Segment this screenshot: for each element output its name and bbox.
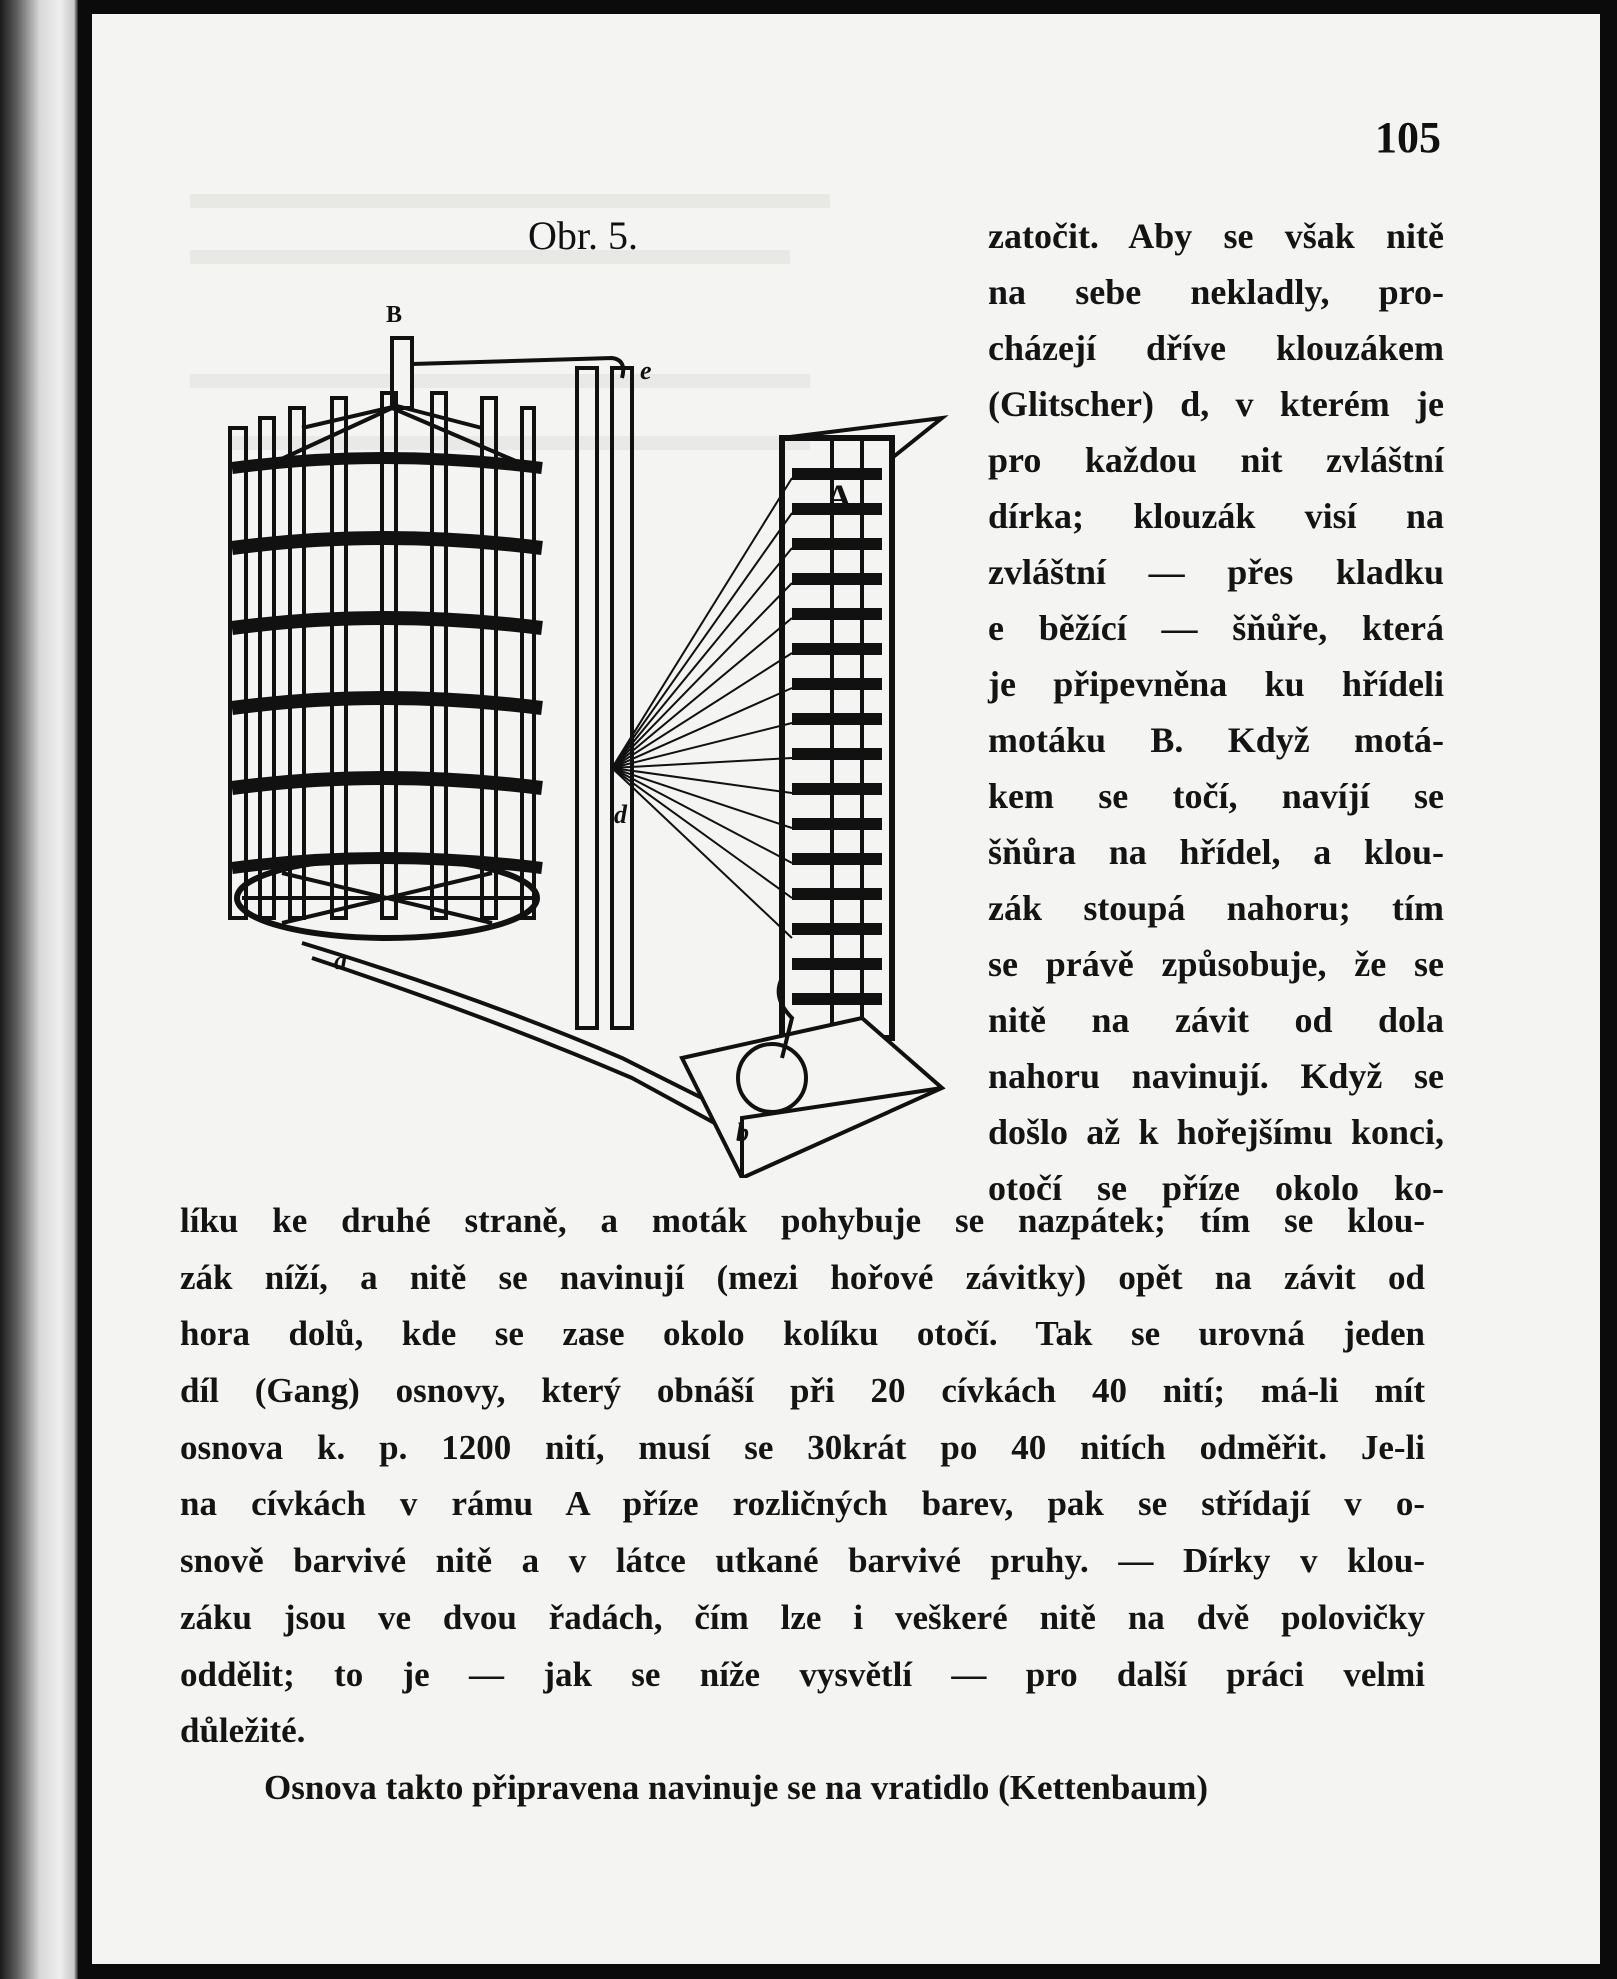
text-line: šňůra na hřídel, a klou- — [988, 832, 1444, 872]
text-line: je připevněna ku hřídeli — [988, 664, 1444, 704]
text-line: dírka; klouzák visí na — [988, 496, 1444, 536]
text-line: snově barvivé nitě a v látce utkané barvivé pruhy. — Dírky v klou- — [180, 1541, 1425, 1581]
text-line: pro každou nit zvláštní — [988, 440, 1444, 480]
text-line: osnova k. p. 1200 nití, musí se 30krát po 40 nitích odměřit. Je-li — [180, 1427, 1425, 1467]
text-line: líku ke druhé straně, a moták pohybuje se nazpátek; tím se klou- — [180, 1201, 1425, 1240]
full-width-paragraph — [180, 1193, 1425, 1760]
text-line: e běžící — šňůře, která — [988, 608, 1444, 648]
figure-caption: Obr. 5. — [528, 213, 638, 258]
text-line: zatočit. Aby se však nitě — [988, 216, 1444, 256]
warping-mill-illustration — [182, 298, 982, 1178]
text-line: zák stoupá nahoru; tím — [988, 888, 1444, 928]
figure-letter-a: a — [334, 946, 347, 975]
figure-letter-b: b — [736, 1118, 749, 1147]
page-number: 105 — [1375, 113, 1441, 162]
figure-letter-B: B — [386, 302, 403, 328]
text-line: motáku B. Když motá- — [988, 720, 1444, 760]
last-paragraph — [180, 1760, 1425, 1817]
figure-letter-e: e — [640, 356, 652, 385]
text-line: nahoru navinují. Když se — [988, 1056, 1444, 1096]
text-line: na sebe nekladly, pro- — [988, 272, 1444, 312]
text-line: otočí se příze okolo ko- — [988, 1168, 1444, 1208]
figure-letter-d: d — [614, 800, 627, 829]
text-line: se právě způsobuje, že se — [988, 944, 1444, 984]
text-line: nitě na závit od dola — [988, 1000, 1444, 1040]
text-line: kem se točí, navíjí se — [988, 776, 1444, 816]
text-line: záku jsou ve dvou řadách, čím lze i veškeré nitě na dvě polovičky — [180, 1597, 1425, 1637]
figure-letter-A: A — [826, 477, 852, 517]
text-line: zvláštní — přes kladku — [988, 552, 1444, 592]
text-line: na cívkách v rámu A příze rozličných barev, pak se střídají v o- — [180, 1484, 1425, 1524]
text-line: zák níží, a nitě se navinují (mezi hořové závitky) opět na závit od — [180, 1257, 1425, 1297]
text-line: díl (Gang) osnovy, který obnáší při 20 cívkách 40 nití; má-li mít — [180, 1371, 1425, 1411]
facing-page-edge — [0, 0, 78, 1979]
text-line: Osnova takto připravena navinuje se na vratidlo (Kettenbaum) — [264, 1768, 1209, 1807]
text-line: došlo až k hořejšímu konci, — [988, 1112, 1444, 1152]
text-line: cházejí dříve klouzákem — [988, 328, 1444, 368]
text-line: důležité. — [180, 1711, 306, 1751]
text-line: hora dolů, kde se zase okolo kolíku otočí. Tak se urovná jeden — [180, 1314, 1425, 1354]
text-line: oddělit; to je — jak se níže vysvětlí — pro další práci velmi — [180, 1654, 1425, 1694]
right-column-text — [988, 208, 1444, 1216]
text-line: (Glitscher) d, v kterém je — [988, 384, 1444, 424]
